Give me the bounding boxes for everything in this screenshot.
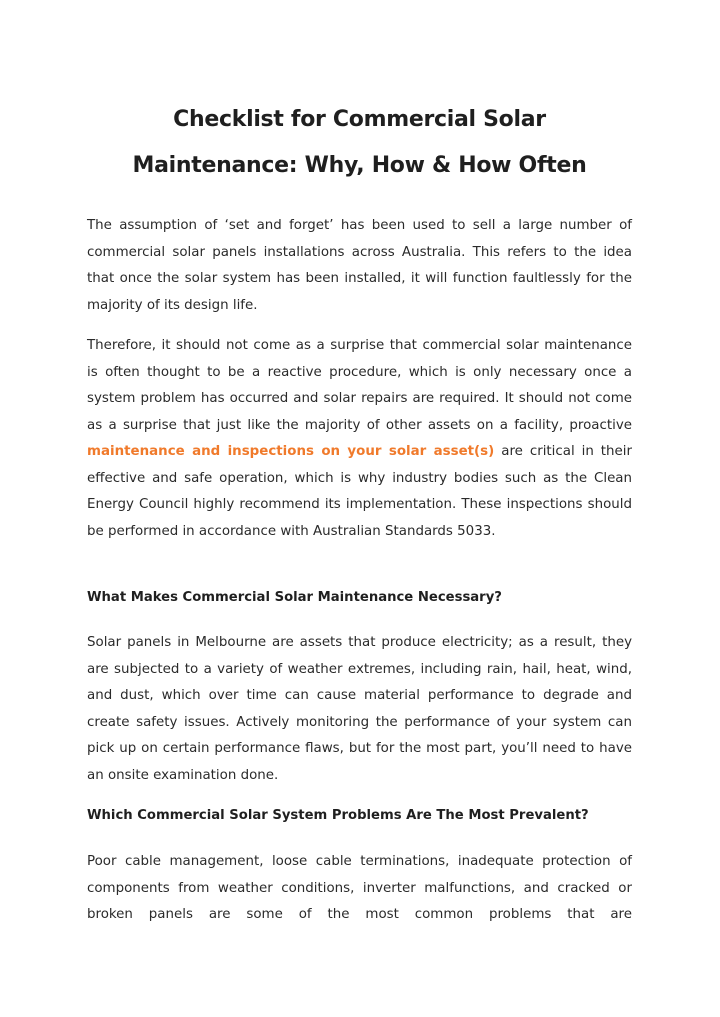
paragraph-text-before-link: Therefore, it should not come as a surprise that commercial solar maintenance is often thought to be a reactive procedure, which is only necessary once a system problem has occurred and solar repairs are required. It should not come as a surprise that just like the majority of other assets on a facility, proactive bbox=[87, 338, 632, 433]
reactive-maintenance-section bbox=[87, 333, 632, 545]
paragraph-reactive-maintenance bbox=[87, 333, 632, 545]
heading-section-1 bbox=[87, 585, 632, 611]
paragraph-intro: The assumption of ‘set and forget’ has been used to sell a large number of commercial solar panels installations across Australia. This refers to the idea that once the solar system has been installed, it will function faultlessly for the majority of its design life. bbox=[87, 218, 632, 313]
title-block bbox=[87, 97, 632, 189]
paragraph-necessity: Solar panels in Melbourne are assets that produce electricity; as a result, they are subjected to a variety of weather extremes, including rain, hail, heat, wind, and dust, which over time can cause material performance to degrade and create safety issues. Actively monitoring the performance of your system can pick up on certain performance flaws, but for the most part, you’ll need to have an onsite examination done. bbox=[87, 635, 632, 783]
problems-section bbox=[87, 849, 632, 929]
paragraph-text-after-link: are critical in their effective and safe operation, which is why industry bodies such as the Clean Energy Council highly recommend its implementation. These inspections should be performed in accordance with Australian Standards 5033. bbox=[87, 444, 632, 539]
page-title-line-2: Maintenance: Why, How & How Often bbox=[132, 153, 587, 178]
heading-section-2 bbox=[87, 803, 632, 829]
paragraph-problems: Poor cable management, loose cable terminations, inadequate protection of components from weather conditions, inverter malfunctions, and cracked or broken panels are some of the most common problems that are bbox=[87, 854, 632, 922]
necessity-section bbox=[87, 630, 632, 789]
page-title-line-1: Checklist for Commercial Solar bbox=[173, 107, 546, 132]
intro-section bbox=[87, 213, 632, 319]
section-heading-problems: Which Commercial Solar System Problems Are The Most Prevalent? bbox=[87, 808, 589, 823]
maintenance-inspections-link[interactable]: maintenance and inspections on your solar asset(s) bbox=[87, 444, 495, 459]
section-heading-necessary: What Makes Commercial Solar Maintenance Necessary? bbox=[87, 590, 502, 605]
